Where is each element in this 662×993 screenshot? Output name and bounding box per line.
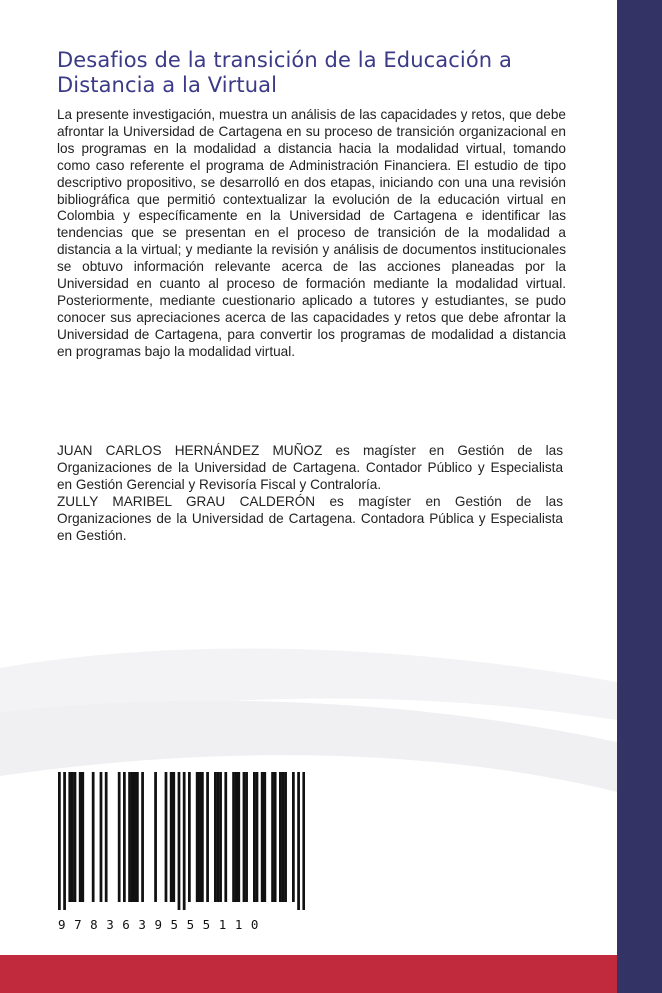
- barcode-bar: [284, 772, 287, 902]
- barcode-bar: [170, 772, 173, 902]
- barcode-bar: [172, 772, 175, 902]
- barcode-bar: [136, 772, 139, 902]
- barcode-bar: [243, 772, 246, 902]
- barcode-bar: [58, 772, 61, 910]
- barcode-bar: [165, 772, 168, 902]
- barcode-bar: [68, 772, 71, 902]
- barcode-bar: [261, 772, 264, 902]
- barcode-bar: [123, 772, 126, 902]
- barcode-bar: [100, 772, 103, 902]
- barcode-bar: [105, 772, 108, 902]
- barcode-bar: [263, 772, 266, 902]
- abstract-paragraph: La presente investigación, muestra un análisis de las capacidades y retos, que debe afrontar la Universidad de Cartagena en su proceso de transición organizacional en los programas en la modalidad a distancia hacia la modalidad virtual, tomando como caso referente el programa de Administración Financiera. El estudio de tipo descriptivo propositivo, se desarrolló en dos etapas, iniciando con una una revisión bibliográfica que permitió contextualizar la evolución de la educación virtual en Colombia y específicamente en la Universidad de Cartagena e identificar las tendencias que se presentan en el proceso de transición de la modalidad a distancia a la virtual; y mediante la revisión y análisis de documentos institucionales se obtuvo información relevante acerca de las acciones planeadas por la Universidad en cuanto al proceso de formación mediante la modalidad virtual. Posteriormente, mediante cuestionario aplicado a tutores y estudiantes, se pudo conocer sus apreciaciones acerca de las capacidades y retos que debe afrontar la Universidad de Cartagena, para convertir los programas de modalidad a distancia en programas bajo la modalidad virtual.: [57, 107, 566, 359]
- barcode-bar: [235, 772, 238, 902]
- author-bio-2: ZULLY MARIBEL GRAU CALDERÓN es magíster en Gestión de las Organizaciones de la Universidad de Cartagena. Contadora Pública y Especialista en Gestión.: [57, 493, 563, 543]
- barcode-bar: [141, 772, 144, 902]
- barcode-bar: [196, 772, 199, 902]
- side-band: [617, 0, 662, 993]
- barcode-bar: [131, 772, 134, 902]
- barcode-bar: [245, 772, 248, 902]
- barcode-bar: [71, 772, 74, 902]
- barcode-bar: [198, 772, 201, 902]
- barcode-bar: [118, 772, 121, 902]
- barcode-bar: [79, 772, 82, 902]
- book-title: Desafios de la transición de la Educación a Distancia a la Virtual: [57, 48, 512, 97]
- barcode-bar: [128, 772, 131, 902]
- barcode-bar: [74, 772, 77, 902]
- barcode-bar: [154, 772, 157, 902]
- barcode-bar: [271, 772, 274, 902]
- barcode-bar: [237, 772, 240, 902]
- barcode-bar: [282, 772, 285, 902]
- isbn-digits: 9783639555110: [58, 917, 267, 932]
- barcode-bar: [302, 772, 305, 910]
- bottom-band: [0, 955, 617, 993]
- barcode-bar: [292, 772, 295, 902]
- barcode-bar: [178, 772, 181, 910]
- barcode-bar: [81, 772, 84, 902]
- barcode-bar: [92, 772, 95, 902]
- author-bio-1: JUAN CARLOS HERNÁNDEZ MUÑOZ es magíster en Gestión de las Organizaciones de la Universidad de Cartagena. Contador Público y Especialista en Gestión Gerencial y Revisoría Fiscal y Contraloría.: [57, 443, 563, 492]
- barcode-bar: [206, 772, 209, 902]
- barcode-bar: [214, 772, 217, 902]
- barcode-bar: [188, 772, 191, 902]
- barcode-bar: [274, 772, 277, 902]
- back-cover-text: [57, 48, 566, 361]
- barcode-bar: [63, 772, 66, 910]
- barcode-bar: [219, 772, 222, 902]
- barcode-bar: [253, 772, 256, 902]
- barcode-bar: [256, 772, 259, 902]
- barcode-bar: [183, 772, 186, 910]
- barcode-bar: [224, 772, 227, 902]
- barcode-bar: [232, 772, 235, 902]
- barcode-bar: [201, 772, 204, 902]
- barcode-bar: [217, 772, 220, 902]
- barcode-bar: [133, 772, 136, 902]
- isbn-barcode: [58, 772, 305, 932]
- barcode-bar: [297, 772, 300, 910]
- author-bios: [57, 443, 563, 544]
- barcode-bars: [58, 772, 305, 910]
- barcode-bar: [279, 772, 282, 902]
